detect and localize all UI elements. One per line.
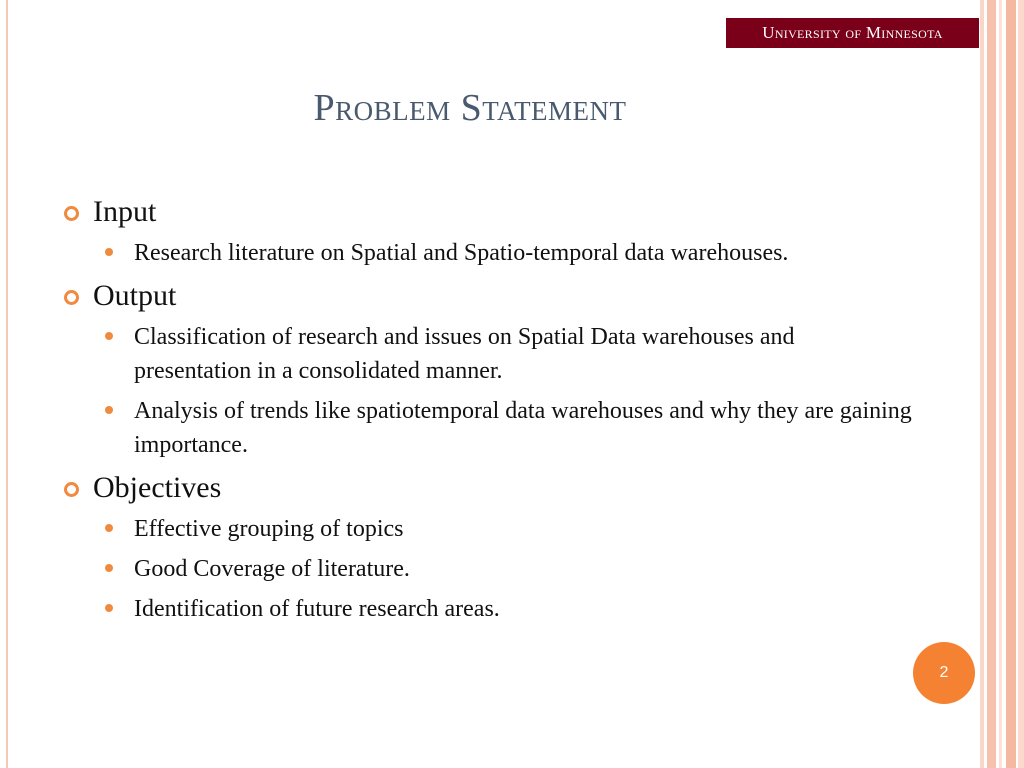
university-logo-text: University of Minnesota: [762, 23, 943, 42]
section-heading-label: Input: [93, 195, 157, 228]
bullet-item-text: Analysis of trends like spatiotemporal data warehouses and why they are gaining importance.: [134, 398, 912, 458]
ring-bullet-icon: [64, 290, 79, 305]
dot-bullet-icon: [105, 406, 113, 414]
bullet-item: [62, 592, 914, 626]
section-heading-input: [62, 192, 942, 232]
bullet-item: [62, 552, 914, 586]
dot-bullet-icon: [105, 604, 113, 612]
bullet-item: [62, 394, 914, 462]
right-stripe-decoration: [1018, 0, 1024, 768]
slide-title: Problem Statement: [313, 87, 627, 129]
dot-bullet-icon: [105, 564, 113, 572]
university-logo: [726, 18, 979, 48]
bullet-item-text: Classification of research and issues on Spatial Data warehouses and presentation in a consolidated manner.: [134, 324, 795, 384]
right-stripe-decoration: [1006, 0, 1016, 768]
section-heading-label: Objectives: [93, 471, 222, 504]
right-stripe-decoration: [987, 0, 996, 768]
page-number-text: 2: [939, 664, 949, 681]
page-number-badge: [913, 642, 975, 704]
right-stripe-decoration: [980, 0, 984, 768]
slide-content: [62, 186, 942, 632]
dot-bullet-icon: [105, 332, 113, 340]
bullet-item-text: Identification of future research areas.: [134, 596, 500, 622]
section-heading-label: Output: [93, 279, 177, 312]
section-heading-objectives: [62, 468, 942, 508]
right-stripe-decoration: [999, 0, 1002, 768]
bullet-item: [62, 320, 914, 388]
dot-bullet-icon: [105, 524, 113, 532]
bullet-item-text: Research literature on Spatial and Spatio-temporal data warehouses.: [134, 240, 789, 266]
dot-bullet-icon: [105, 248, 113, 256]
bullet-item: [62, 236, 914, 270]
bullet-item: [62, 512, 914, 546]
bullet-item-text: Good Coverage of literature.: [134, 556, 410, 582]
bullet-item-text: Effective grouping of topics: [134, 516, 404, 542]
ring-bullet-icon: [64, 206, 79, 221]
ring-bullet-icon: [64, 482, 79, 497]
section-heading-output: [62, 276, 942, 316]
